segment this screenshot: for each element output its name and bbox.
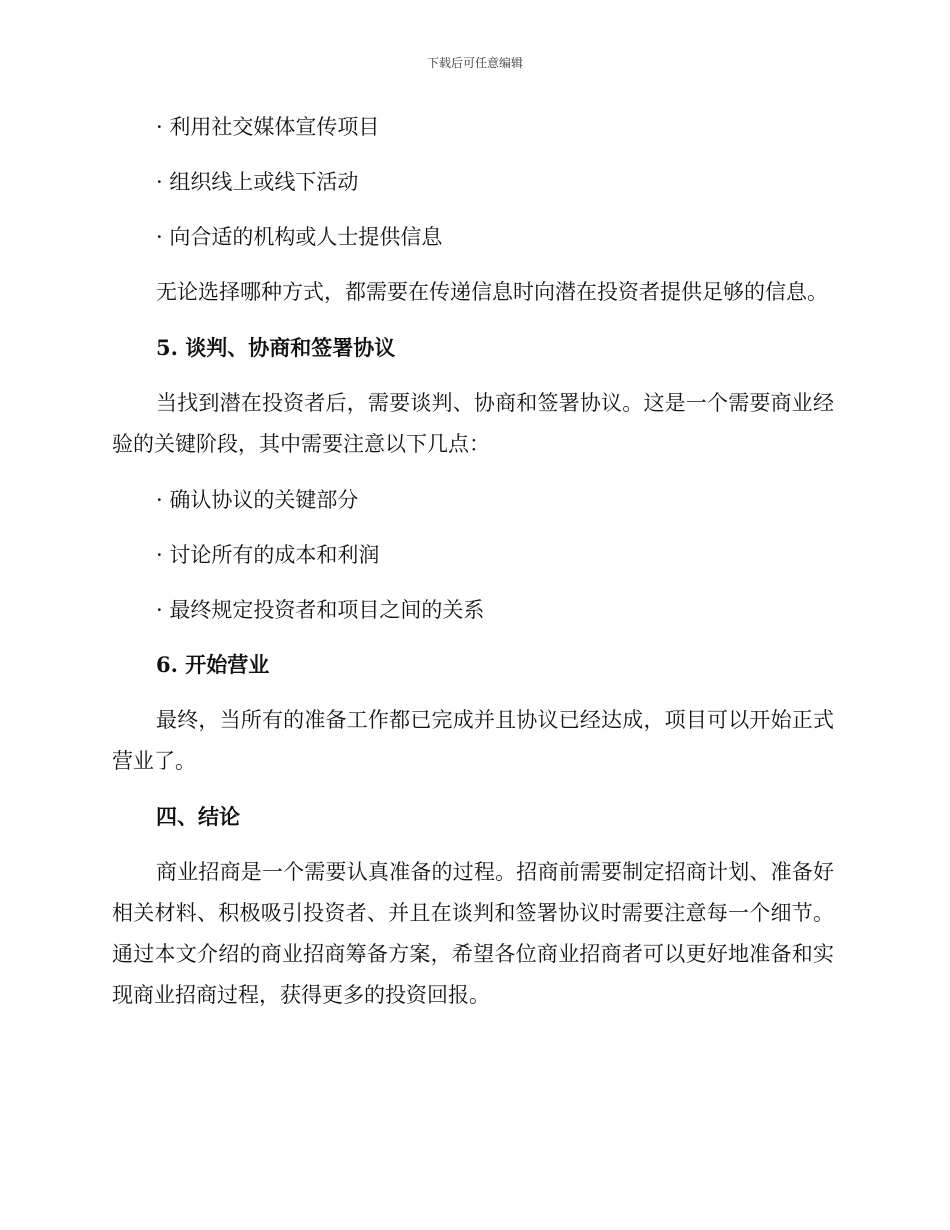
document-body	[112, 107, 834, 1031]
bullet-item-relationship: · 最终规定投资者和项目之间的关系	[156, 598, 485, 622]
page-header: 下载后可任意编辑	[426, 56, 523, 70]
paragraph-info-delivery: 无论选择哪种方式，都需要在传递信息时向潜在投资者提供足够的信息。	[156, 280, 828, 304]
bullet-item-events: · 组织线上或线下活动	[156, 170, 359, 194]
bullet-item-costs-profits: · 讨论所有的成本和利润	[156, 543, 380, 567]
section-heading-open-business: 6. 开始营业	[156, 652, 270, 677]
bullet-item-provide-info: · 向合适的机构或人士提供信息	[156, 225, 443, 249]
section-heading-negotiation: 5. 谈判、协商和签署协议	[156, 335, 396, 360]
section-heading-conclusion: 四、结论	[156, 804, 240, 829]
paragraph-negotiation: 当找到潜在投资者后，需要谈判、协商和签署协议。这是一个需要商业经验的关键阶段，其中需要注意以下几点：	[112, 391, 834, 456]
paragraph-conclusion: 商业招商是一个需要认真准备的过程。招商前需要制定招商计划、准备好相关材料、积极吸引投资者、并且在谈判和签署协议时需要注意每一个细节。通过本文介绍的商业招商筹备方案，希望各位商业招商者可以更好地准备和实现商业招商过程，获得更多的投资回报。	[112, 860, 834, 1007]
bullet-item-social-media: · 利用社交媒体宣传项目	[156, 115, 380, 139]
paragraph-open-business: 最终，当所有的准备工作都已完成并且协议已经达成，项目可以开始正式营业了。	[112, 708, 834, 773]
bullet-item-key-parts: · 确认协议的关键部分	[156, 488, 359, 512]
